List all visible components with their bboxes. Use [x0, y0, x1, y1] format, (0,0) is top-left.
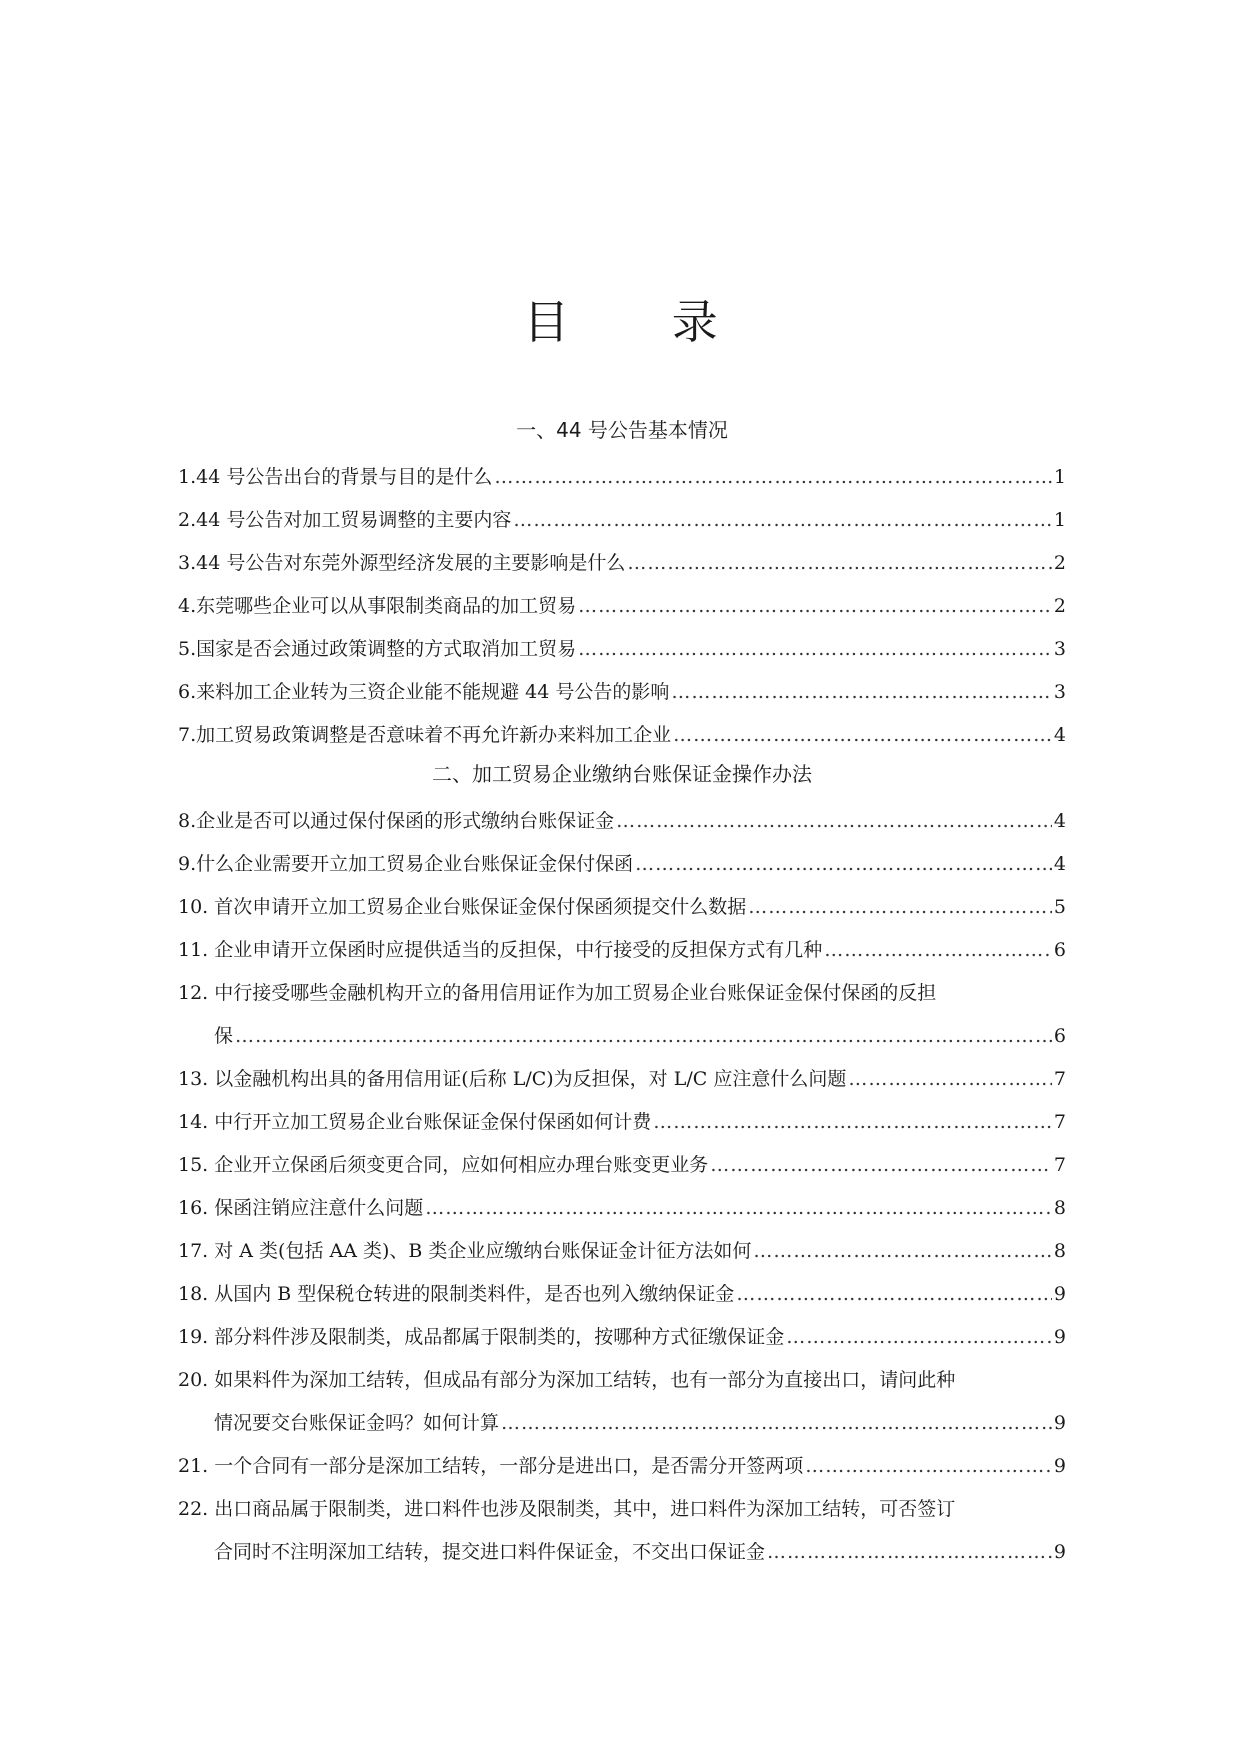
toc-entry-text: 4.东莞哪些企业可以从事限制类商品的加工贸易	[178, 595, 577, 617]
dot-leader	[235, 1022, 1052, 1050]
dot-leader	[671, 678, 1052, 706]
page-number: 3	[1053, 681, 1066, 703]
page-number: 7	[1053, 1068, 1066, 1090]
toc-entry-text: 8.企业是否可以通过保付保函的形式缴纳台账保证金	[178, 810, 615, 832]
toc-entry-text: 19. 部分料件涉及限制类，成品都属于限制类的，按哪种方式征缴保证金	[178, 1326, 785, 1348]
toc-entry[interactable]	[178, 495, 1066, 538]
dot-leader	[748, 893, 1052, 921]
toc-entry-text: 6.来料加工企业转为三资企业能不能规避 44 号公告的影响	[178, 681, 670, 703]
dot-leader	[673, 721, 1052, 749]
dot-leader	[653, 1108, 1052, 1136]
toc-entry[interactable]	[178, 1269, 1066, 1312]
toc-entry[interactable]	[178, 925, 1066, 968]
dot-leader	[848, 1065, 1052, 1093]
dot-leader	[494, 463, 1052, 491]
toc-entry-text: 5.国家是否会通过政策调整的方式取消加工贸易	[178, 638, 577, 660]
page-number: 2	[1053, 595, 1066, 617]
toc-entry-text: 20. 如果料件为深加工结转，但成品有部分为深加工结转，也有一部分为直接出口，请问此种	[178, 1369, 956, 1391]
toc-entry[interactable]	[178, 1183, 1066, 1226]
page-number: 9	[1053, 1541, 1066, 1563]
page-number: 1	[1053, 509, 1066, 531]
page-number: 7	[1053, 1111, 1066, 1133]
toc-entry-text: 10. 首次申请开立加工贸易企业台账保证金保付保函须提交什么数据	[178, 896, 747, 918]
dot-leader	[736, 1280, 1052, 1308]
page-title: 目 录	[523, 295, 762, 349]
toc-entry[interactable]	[178, 710, 1066, 753]
dot-leader	[635, 850, 1052, 878]
dot-leader	[578, 592, 1052, 620]
dot-leader	[753, 1237, 1052, 1265]
toc-entry-text: 16. 保函注销应注意什么问题	[178, 1197, 424, 1219]
toc-entry[interactable]	[178, 1527, 1066, 1570]
dot-leader	[805, 1452, 1052, 1480]
toc-entry-text: 22. 出口商品属于限制类，进口料件也涉及限制类，其中，进口料件为深加工结转，可否签订	[178, 1498, 956, 1520]
toc-entry-text: 17. 对 A 类(包括 AA 类)、B 类企业应缴纳台账保证金计征方法如何	[178, 1240, 752, 1262]
toc-entry[interactable]	[178, 1097, 1066, 1140]
toc-entry[interactable]	[178, 452, 1066, 495]
toc-entry[interactable]	[178, 1140, 1066, 1183]
toc-entry-text-cont: 合同时不注明深加工结转，提交进口料件保证金，不交出口保证金	[214, 1541, 766, 1563]
dot-leader	[501, 1409, 1052, 1437]
toc-entry-text: 21. 一个合同有一部分是深加工结转，一部分是进出口，是否需分开签两项	[178, 1455, 804, 1477]
page-number: 9	[1053, 1283, 1066, 1305]
toc-entry[interactable]	[178, 1054, 1066, 1097]
toc-entry[interactable]	[178, 1398, 1066, 1441]
page-number: 4	[1053, 853, 1066, 875]
dot-leader	[616, 807, 1052, 835]
toc-entry[interactable]	[178, 538, 1066, 581]
toc-entry[interactable]	[178, 1011, 1066, 1054]
page-number: 4	[1053, 724, 1066, 746]
page-number: 9	[1053, 1412, 1066, 1434]
toc-entry-text: 7.加工贸易政策调整是否意味着不再允许新办来料加工企业	[178, 724, 672, 746]
dot-leader	[710, 1151, 1052, 1179]
page-number: 7	[1053, 1154, 1066, 1176]
page-number: 8	[1053, 1240, 1066, 1262]
toc-entry-text-cont: 情况要交台账保证金吗？如何计算	[214, 1412, 500, 1434]
page-number: 8	[1053, 1197, 1066, 1219]
section-heading: 二、加工贸易企业缴纳台账保证金操作办法	[432, 762, 812, 786]
toc-entry-text: 12. 中行接受哪些金融机构开立的备用信用证作为加工贸易企业台账保证金保付保函的反担	[178, 982, 937, 1004]
toc-entry[interactable]	[178, 1312, 1066, 1355]
toc-entry[interactable]	[178, 581, 1066, 624]
dot-leader	[578, 635, 1052, 663]
toc-entry[interactable]	[178, 1226, 1066, 1269]
toc-entry-text: 3.44 号公告对东莞外源型经济发展的主要影响是什么	[178, 552, 626, 574]
page-number: 1	[1053, 466, 1066, 488]
toc-entry-text: 1.44 号公告出台的背景与目的是什么	[178, 466, 493, 488]
page-number: 9	[1053, 1455, 1066, 1477]
toc-entry[interactable]	[178, 1441, 1066, 1484]
toc-entry-text: 11. 企业申请开立保函时应提供适当的反担保，中行接受的反担保方式有几种	[178, 939, 823, 961]
page-number: 2	[1053, 552, 1066, 574]
dot-leader	[425, 1194, 1052, 1222]
page-number: 9	[1053, 1326, 1066, 1348]
page-number: 4	[1053, 810, 1066, 832]
dot-leader	[513, 506, 1052, 534]
toc-entry[interactable]	[178, 839, 1066, 882]
toc-entry[interactable]	[178, 624, 1066, 667]
dot-leader	[824, 936, 1052, 964]
toc-entry-text: 14. 中行开立加工贸易企业台账保证金保付保函如何计费	[178, 1111, 652, 1133]
dot-leader	[767, 1538, 1052, 1566]
page-number: 6	[1053, 1025, 1066, 1047]
toc-entry-text: 13. 以金融机构出具的备用信用证(后称 L/C)为反担保，对 L/C 应注意什么问题	[178, 1068, 847, 1090]
toc-entry-text: 9.什么企业需要开立加工贸易企业台账保证金保付保函	[178, 853, 634, 875]
page-number: 5	[1053, 896, 1066, 918]
toc-entry[interactable]	[178, 796, 1066, 839]
toc-entry-text: 15. 企业开立保函后须变更合同，应如何相应办理台账变更业务	[178, 1154, 709, 1176]
toc-entry-text-cont: 保	[214, 1025, 234, 1047]
section-heading: 一、44 号公告基本情况	[516, 418, 728, 442]
table-of-contents	[178, 409, 1066, 1570]
toc-entry-text: 2.44 号公告对加工贸易调整的主要内容	[178, 509, 512, 531]
toc-entry[interactable]	[178, 667, 1066, 710]
toc-entry-text: 18. 从国内 B 型保税仓转进的限制类料件，是否也列入缴纳保证金	[178, 1283, 735, 1305]
toc-entry[interactable]	[178, 882, 1066, 925]
page-number: 6	[1053, 939, 1066, 961]
page-number: 3	[1053, 638, 1066, 660]
dot-leader	[786, 1323, 1052, 1351]
dot-leader	[627, 549, 1052, 577]
